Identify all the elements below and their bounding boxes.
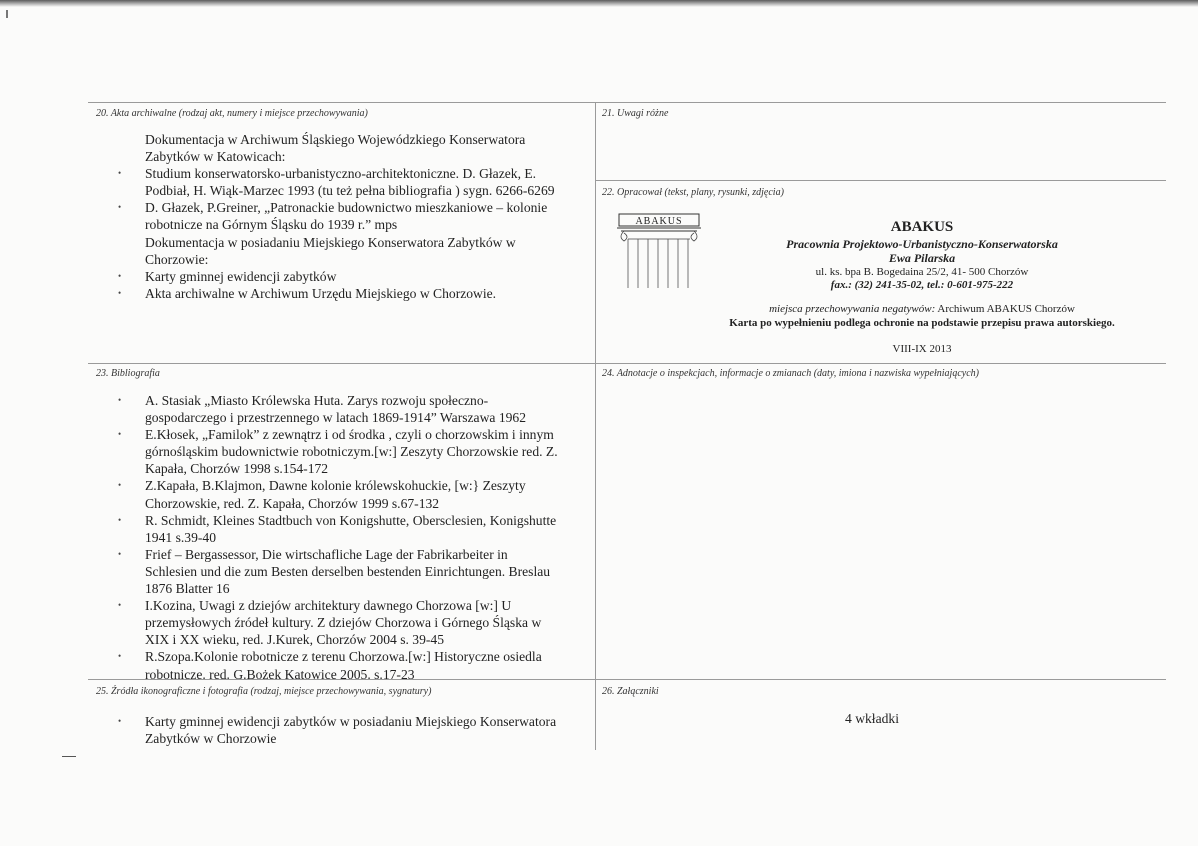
org-name: ABAKUS: [890, 219, 954, 235]
section-label: 20. Akta archiwalne (rodzaj akt, numery i miejsce przechowywania): [96, 108, 368, 119]
section-label: 25. Źródła ikonograficzne i fotografia (rodzaj, miejsce przechowywania, sygnatury): [96, 686, 432, 697]
list-item-line: Zabytków w Katowicach:: [145, 149, 286, 165]
list-item-line: Podbiał, H. Wiąk-Marzec 1993 (tu też pełna bibliografia ) sygn. 6266-6269: [145, 183, 555, 199]
list-item-start: • I.Kozina, Uwagi z dziejów architektury dawnego Chorzowa [w:] U: [145, 597, 558, 614]
list-item-line: 1876 Blatter 16: [145, 581, 230, 597]
list-item-start: • Frief – Bergassessor, Die wirtschafliche Lage der Fabrikarbeiter in: [145, 546, 558, 563]
list-item-start: • Z.Kapała, B.Klajmon, Dawne kolonie królewskohuckie, [w:} Zeszyty: [145, 477, 558, 494]
list-item-start: • Karty gminnej ewidencji zabytków w posiadaniu Miejskiego Konserwatora: [145, 713, 556, 730]
author-name: Ewa Pilarska: [888, 251, 956, 265]
copyright-notice: Karta po wypełnieniu podlega ochronie na podstawie przepisu prawa autorskiego.: [729, 317, 1115, 329]
list-item-start: • D. Głazek, P.Greiner, „Patronackie budownictwo mieszkaniowe – kolonie: [145, 199, 555, 216]
list-item-start: • R.Szopa.Kolonie robotnicze z terenu Chorzowa.[w:] Historyczne osiedla: [145, 648, 558, 665]
list-item-line: Kapała, Chorzów 1998 s.154-172: [145, 461, 329, 477]
negatives-value: Archiwum ABAKUS Chorzów: [937, 303, 1075, 315]
list-item-line: Dokumentacja w posiadaniu Miejskiego Konserwatora Zabytków w: [145, 234, 516, 250]
prepared-date: VIII-IX 2013: [892, 343, 952, 355]
grid-line-21-22: [596, 180, 1166, 181]
section-label: 21. Uwagi różne: [602, 108, 669, 119]
scan-top-edge: [0, 0, 1198, 7]
org-subtitle: Pracownia Projektowo-Urbanistyczno-Konserwatorska: [786, 237, 1058, 251]
list-item-line: robotnicze na Górnym Śląsku do 1939 r.” mps: [145, 217, 398, 233]
list-item-line: Schlesien und die zum Besten derselben bestenden Einrichtungen. Breslau: [145, 563, 551, 579]
attachments-count: 4 wkładki: [845, 711, 899, 726]
list-item-line: górnośląskim budownictwie robotniczym.[w:] Zeszyty Chorzowskie red. Z.: [145, 444, 558, 460]
bibliography-list: [145, 392, 558, 683]
list-item-line: 1941 s.39-40: [145, 529, 216, 545]
list-item-start: • E.Kłosek, „Familok” z zewnątrz i od środka , czyli o chorzowskim i innym: [145, 426, 558, 443]
list-item-start: • R. Schmidt, Kleines Stadtbuch von Konigshutte, Obersclesien, Konigshutte: [145, 512, 558, 529]
section-label: 24. Adnotacje o inspekcjach, informacje o zmianach (daty, imiona i nazwiska wypełniających): [602, 368, 979, 379]
list-item-start: • Studium konserwatorsko-urbanistyczno-architektoniczne. D. Głazek, E.: [145, 165, 555, 182]
iconographic-sources-list: [145, 713, 556, 747]
grid-line-top: [88, 102, 1166, 103]
list-item-start: • A. Stasiak „Miasto Królewska Huta. Zarys rozwoju społeczno-: [145, 392, 558, 409]
grid-line-center: [595, 102, 596, 750]
negatives-storage: [622, 303, 1198, 315]
archival-records-list: [145, 131, 555, 302]
section-label: 22. Opracował (tekst, plany, rysunki, zdjęcia): [602, 187, 784, 198]
list-item-start: • Karty gminnej ewidencji zabytków: [145, 268, 555, 285]
grid-line-row2: [88, 363, 1166, 364]
section-label: 23. Bibliografia: [96, 368, 160, 379]
org-address: ul. ks. bpa B. Bogedaina 25/2, 41- 500 Chorzów: [815, 266, 1029, 278]
scan-corner-mark: [6, 10, 8, 18]
org-contact: fax.: (32) 241-35-02, tel.: 0-601-975-222: [830, 279, 1014, 291]
list-item-line: Chorzowie:: [145, 251, 209, 267]
list-item-line: gospodarczego i przestrzennego w latach 1869-1914” Warszawa 1962: [145, 410, 527, 426]
list-item-start: • Akta archiwalne w Archiwum Urzędu Miejskiego w Chorzowie.: [145, 285, 555, 302]
list-item-line: robotnicze. red. G.Bożek Katowice 2005. s.17-23: [145, 666, 415, 682]
abakus-column-logo: [616, 213, 702, 289]
list-item-line: Zabytków w Chorzowie: [145, 731, 277, 747]
negatives-label: miejsca przechowywania negatywów:: [769, 303, 936, 315]
list-item-line: przemysłowych źródeł kultury. Z dziejów Chorzowa i Górnego Śląska w: [145, 615, 542, 631]
section-label: 26. Załączniki: [602, 686, 659, 697]
scan-margin-mark: [62, 756, 76, 757]
list-item-line: Dokumentacja w Archiwum Śląskiego Wojewódzkiego Konserwatora: [145, 132, 526, 147]
logo-text: ABAKUS: [635, 216, 683, 227]
list-item-line: XIX i XX wieku, red. J.Kurek, Chorzów 2004 s. 39-45: [145, 632, 445, 648]
list-item-line: Chorzowskie, red. Z. Kapała, Chorzów 1999 s.67-132: [145, 495, 440, 511]
